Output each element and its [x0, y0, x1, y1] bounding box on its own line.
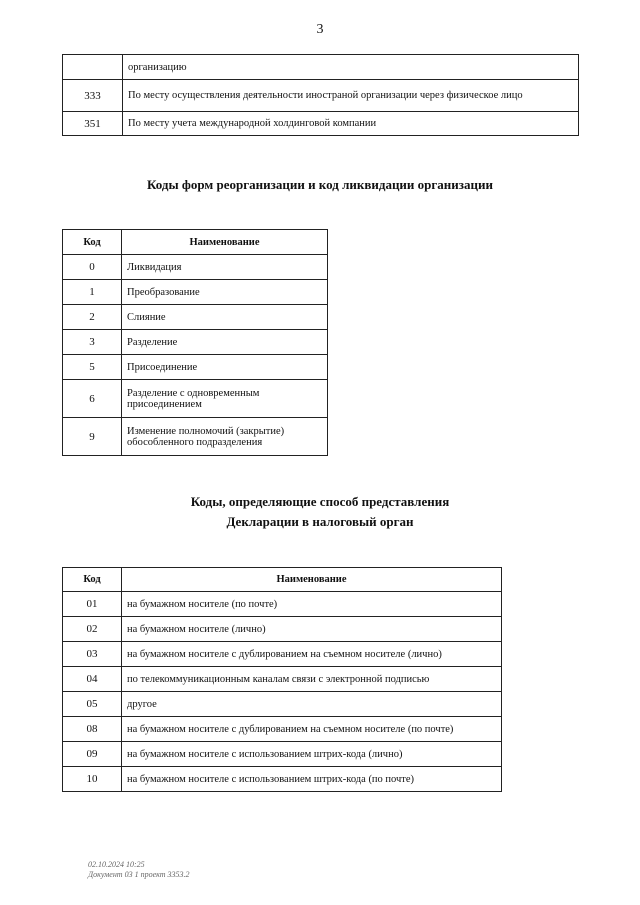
- code-cell: 3: [63, 330, 122, 355]
- footer-stamp: [88, 860, 190, 880]
- name-cell: Разделение с одновременным присоединением: [122, 380, 328, 418]
- table-row: [63, 742, 502, 767]
- table-row: [63, 642, 502, 667]
- table-row: [63, 767, 502, 792]
- code-cell: 333: [63, 80, 123, 112]
- code-cell: 02: [63, 617, 122, 642]
- table-row: [63, 617, 502, 642]
- name-cell: организацию: [123, 55, 579, 80]
- table-row: [63, 667, 502, 692]
- table-row: [63, 305, 328, 330]
- table-row: [63, 418, 328, 456]
- name-cell: Разделение: [122, 330, 328, 355]
- table-reorg: [62, 229, 328, 456]
- code-cell: 5: [63, 355, 122, 380]
- table-top: [62, 54, 579, 136]
- name-cell: другое: [122, 692, 502, 717]
- table-row: [63, 692, 502, 717]
- table-row: [63, 55, 579, 80]
- header-name: Наименование: [122, 230, 328, 255]
- header-code: Код: [63, 230, 122, 255]
- name-cell: Слияние: [122, 305, 328, 330]
- page-number: 3: [316, 22, 324, 37]
- method-section-title-1: Коды, определяющие способ представления: [190, 494, 450, 509]
- method-section-title-2: Декларации в налоговый орган: [226, 514, 414, 529]
- name-cell: По месту учета международной холдинговой компании: [123, 112, 579, 136]
- code-cell: 6: [63, 380, 122, 418]
- code-cell: 05: [63, 692, 122, 717]
- reorg-section-title: Коды форм реорганизации и код ликвидации организации: [147, 177, 493, 192]
- name-cell: на бумажном носителе (лично): [122, 617, 502, 642]
- table-row: [63, 112, 579, 136]
- code-cell: 03: [63, 642, 122, 667]
- code-cell: 10: [63, 767, 122, 792]
- footer-line-2: Документ 03 1 проект 3353.2: [88, 870, 190, 879]
- table-row: [63, 280, 328, 305]
- code-cell: 0: [63, 255, 122, 280]
- table-method: [62, 567, 502, 792]
- name-cell: Ликвидация: [122, 255, 328, 280]
- name-cell: Присоединение: [122, 355, 328, 380]
- name-cell: на бумажном носителе с использованием штрих-кода (по почте): [122, 767, 502, 792]
- code-cell: 04: [63, 667, 122, 692]
- code-cell: 351: [63, 112, 123, 136]
- name-cell: по телекоммуникационным каналам связи с электронной подписью: [122, 667, 502, 692]
- table-header-row: [63, 230, 328, 255]
- table-row: [63, 355, 328, 380]
- code-cell: 9: [63, 418, 122, 456]
- code-cell: 09: [63, 742, 122, 767]
- header-code: Код: [63, 568, 122, 592]
- name-cell: на бумажном носителе с дублированием на съемном носителе (по почте): [122, 717, 502, 742]
- table-row: [63, 80, 579, 112]
- name-cell: на бумажном носителе с дублированием на съемном носителе (лично): [122, 642, 502, 667]
- table-row: [63, 717, 502, 742]
- name-cell: Изменение полномочий (закрытие) обособленного подразделения: [122, 418, 328, 456]
- name-cell: По месту осуществления деятельности иностраной организации через физическое лицо: [123, 80, 579, 112]
- table-row: [63, 330, 328, 355]
- table-row: [63, 255, 328, 280]
- code-cell: 01: [63, 592, 122, 617]
- code-cell: 1: [63, 280, 122, 305]
- name-cell: Преобразование: [122, 280, 328, 305]
- code-cell: 2: [63, 305, 122, 330]
- code-cell: 08: [63, 717, 122, 742]
- name-cell: на бумажном носителе (по почте): [122, 592, 502, 617]
- header-name: Наименование: [122, 568, 502, 592]
- footer-line-1: 02.10.2024 10:25: [88, 860, 145, 869]
- code-cell: [63, 55, 123, 80]
- table-row: [63, 592, 502, 617]
- table-header-row: [63, 568, 502, 592]
- name-cell: на бумажном носителе с использованием штрих-кода (лично): [122, 742, 502, 767]
- table-row: [63, 380, 328, 418]
